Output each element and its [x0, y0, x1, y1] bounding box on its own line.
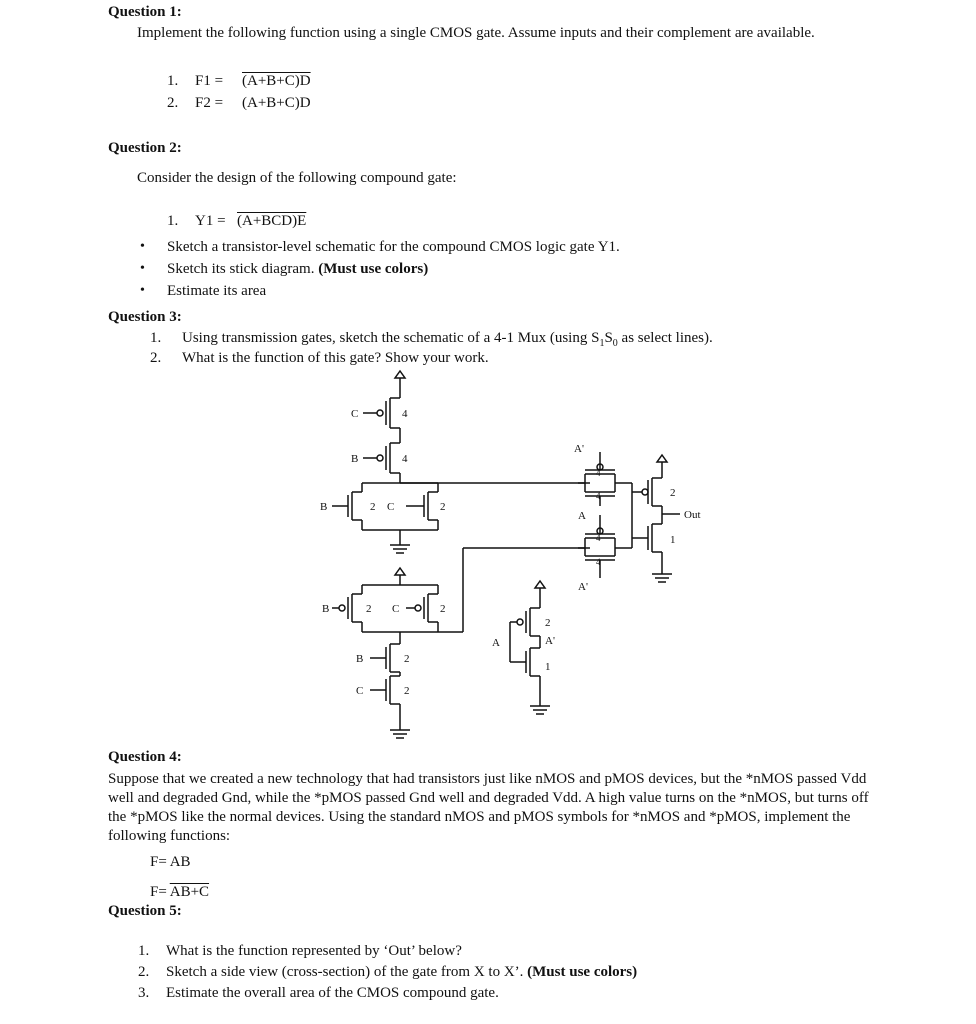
q5-item-num: 3.: [138, 985, 150, 1001]
label-w4a: 4: [402, 408, 408, 420]
label-w1-out: 1: [670, 534, 676, 546]
label-ap-tg1: A': [574, 443, 584, 455]
label-ap-inv: A': [545, 635, 555, 647]
q4-heading: Question 4:: [108, 749, 182, 765]
q5-item-num: 1.: [138, 943, 150, 959]
q2-bullet-text: Sketch its stick diagram. (Must use colors): [167, 261, 429, 277]
q2-heading: Question 2:: [108, 140, 182, 156]
q5-item-num: 2.: [138, 964, 150, 980]
label-a-tg1: A: [578, 510, 586, 522]
vdd-arrow: [395, 371, 405, 378]
label-w4-tg3: 4: [596, 533, 601, 543]
q5-item-text: What is the function represented by ‘Out’ below?: [166, 943, 462, 959]
q2-eq-rhs: (A+BCD)E: [237, 213, 307, 229]
q2-eq-num: 1.: [167, 213, 179, 229]
q4-text: Suppose that we created a new technology that had transistors just like nMOS and pMOS devices, but the *nMOS passed Vdd well and degraded Gnd, while the *pMOS passed Gnd well and degraded Vdd. A high value turns on the *nMOS, but turns off the *pMOS like the normal devices. Using the standard nMOS and pMOS symbols for *nMOS and *pMOS, implement the following functions:: [108, 771, 869, 844]
label-w2-low: 2: [366, 603, 372, 615]
q5-heading: Question 5:: [108, 903, 182, 919]
q1-heading: Question 1:: [108, 4, 182, 20]
label-w2-inv: 2: [545, 617, 551, 629]
label-a-inv: A: [492, 637, 500, 649]
label-out: Out: [684, 509, 701, 521]
label-b-low: B: [322, 603, 330, 615]
label-w4-tg4: 4: [596, 557, 601, 567]
q3-item-text: Using transmission gates, sketch the schematic of a 4-1 Mux (using $S_1S_0$ as select lines).: [182, 330, 713, 349]
label-w1-inv: 1: [545, 661, 551, 673]
q3-item-text: What is the function of this gate? Show your work.: [182, 350, 489, 366]
q3-item-num: 1.: [150, 330, 162, 346]
q4-f1: F= AB: [150, 854, 191, 870]
bullet: •: [140, 283, 145, 298]
q5-item-text: Sketch a side view (cross-section) of the gate from X to X’. (Must use colors): [166, 964, 638, 980]
q2-bullet-text: Estimate its area: [167, 283, 267, 299]
label-c-low: C: [392, 603, 400, 615]
label-w2-n: 2: [404, 653, 410, 665]
q1-item-num: 1.: [167, 73, 179, 89]
label-c-top: C: [351, 408, 359, 420]
label-w2-mid2: 2: [440, 501, 446, 513]
label-b-top: B: [351, 453, 359, 465]
q2-text: Consider the design of the following compound gate:: [137, 170, 457, 186]
label-b-n: B: [356, 653, 364, 665]
label-ap-tg2: A': [578, 581, 588, 593]
q1-text: Implement the following function using a single CMOS gate. Assume inputs and their complement are available.: [137, 25, 815, 41]
q1-item-num: 2.: [167, 95, 179, 111]
label-w2-low2: 2: [440, 603, 446, 615]
q1-item-rhs: (A+B+C)D: [242, 73, 311, 89]
label-w2-out: 2: [670, 487, 676, 499]
q2-eq-lhs: Y1 =: [195, 213, 226, 229]
q1-item-rhs: (A+B+C)D: [242, 95, 311, 111]
label-w4-tg1: 4: [596, 468, 601, 478]
q1-item-lhs: F1 =: [195, 73, 224, 89]
label-b-mid: B: [320, 501, 328, 513]
label-w2-n2: 2: [404, 685, 410, 697]
q4-f2: F= AB+C: [150, 884, 210, 900]
label-w4-tg2: 4: [596, 491, 601, 501]
bullet: •: [140, 239, 145, 254]
q1-item-lhs: F2 =: [195, 95, 224, 111]
q5-item-text: Estimate the overall area of the CMOS compound gate.: [166, 985, 499, 1001]
q2-bullet-text: Sketch a transistor-level schematic for the compound CMOS logic gate Y1.: [167, 239, 620, 255]
label-c-n: C: [356, 685, 364, 697]
q3-item-num: 2.: [150, 350, 162, 366]
label-w2-mid: 2: [370, 501, 376, 513]
label-w4b: 4: [402, 453, 408, 465]
q3-heading: Question 3:: [108, 309, 182, 325]
bullet: •: [140, 261, 145, 276]
label-c-mid: C: [387, 501, 395, 513]
